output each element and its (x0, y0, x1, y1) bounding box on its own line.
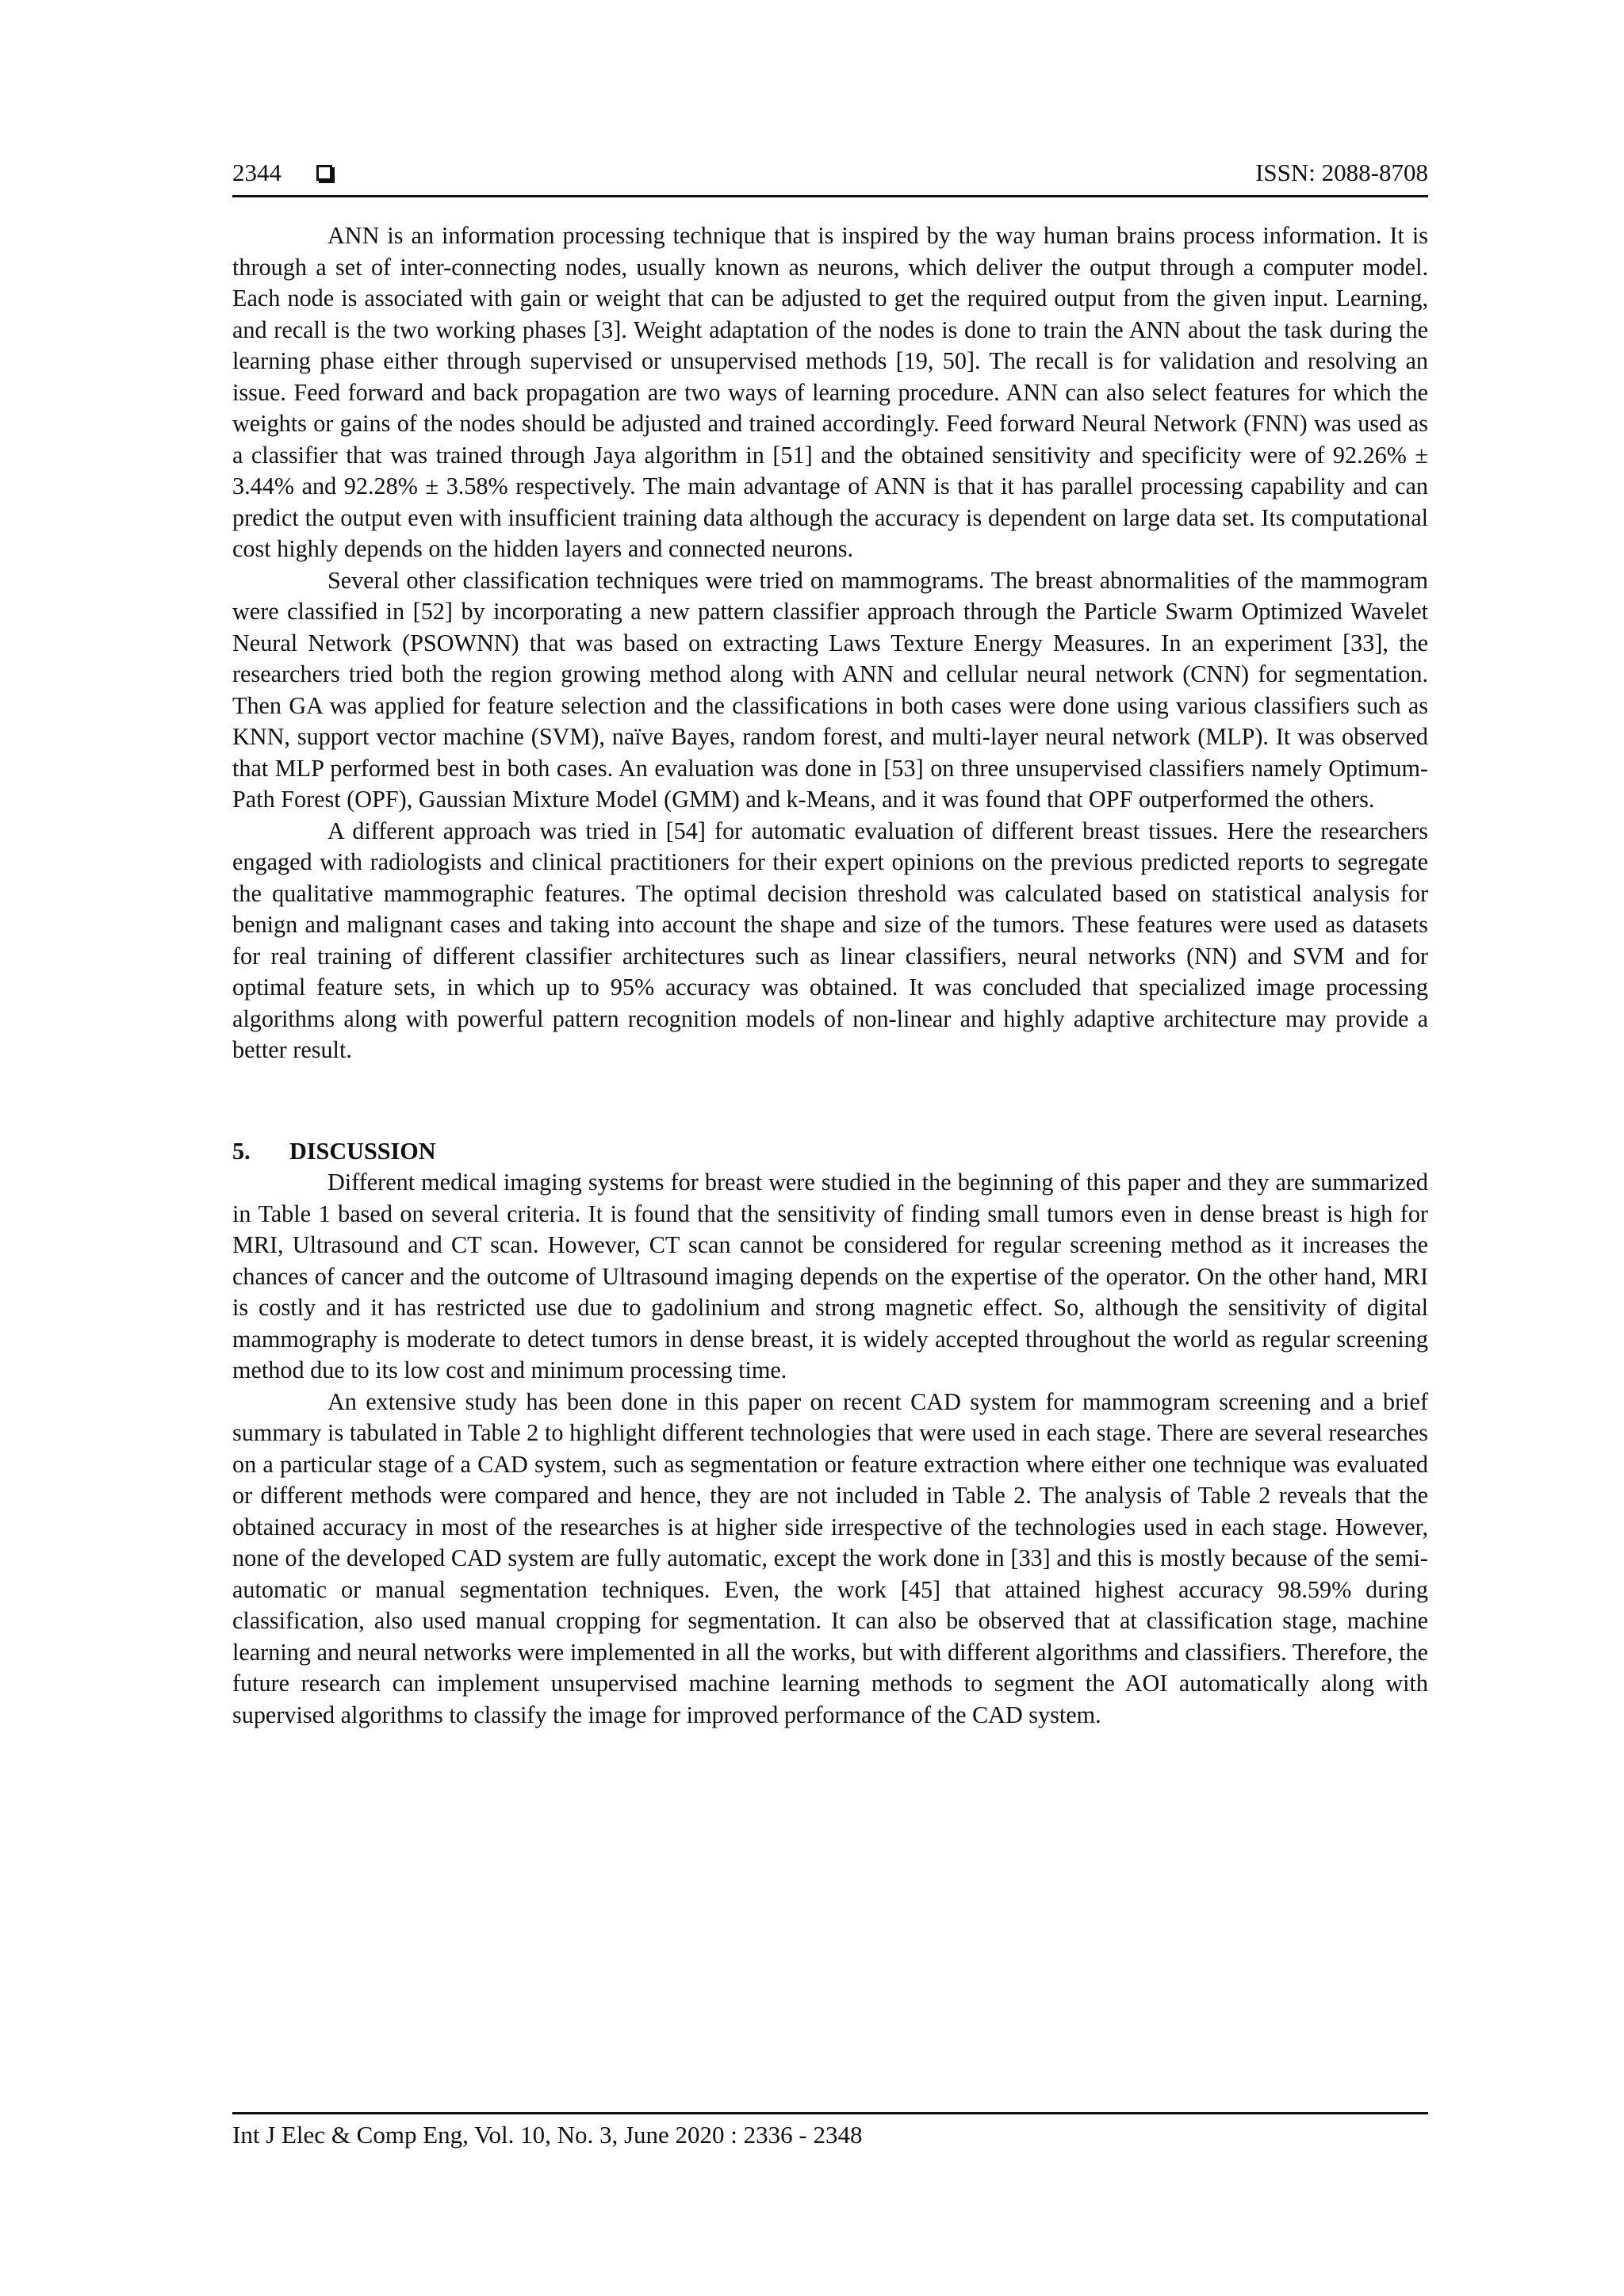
paragraph-cad-study: An extensive study has been done in this paper on recent CAD system for mammogram screening and a brief summary is tabulated in Table 2 to highlight different technologies that were used in each stage. There are several researches on a particular stage of a CAD system, such as segmentation or feature extraction where either one technique was evaluated or different methods were compared and hence, they are not included in Table 2. The analysis of Table 2 reveals that the obtained accuracy in most of the researches is at higher side irrespective of the technologies used in each stage. However, none of the developed CAD system are fully automatic, except the work done in [33] and this is mostly because of the semi-automatic or manual segmentation techniques. Even, the work [45] that attained highest accuracy 98.59% during classification, also used manual cropping for segmentation. It can also be observed that at classification stage, machine learning and neural networks were implemented in all the works, but with different algorithms and classifiers. Therefore, the future research can implement unsupervised machine learning methods to segment the AOI automatically along with supervised algorithms to classify the image for improved performance of the CAD system. (232, 1387, 1428, 1728)
page-footer (232, 2112, 1428, 2151)
paragraph-ann: ANN is an information processing technique that is inspired by the way human brains process information. It is through a set of inter-connecting nodes, usually known as neurons, which deliver the output through a computer model. Each node is associated with gain or weight that can be adjusted to get the required output from the given input. Learning, and recall is the two working phases [3]. Weight adaptation of the nodes is done to train the ANN about the task during the learning phase either through supervised or unsupervised methods [19, 50]. The recall is for validation and resolving an issue. Feed forward and back propagation are two ways of learning procedure. ANN can also select features for which the weights or gains of the nodes should be adjusted and trained accordingly. Feed forward Neural Network (FNN) was used as a classifier that was trained through Jaya algorithm in [51] and the obtained sensitivity and specificity were of 92.26% ± 3.44% and 92.28% ± 3.58% respectively. The main advantage of ANN is that it has parallel processing capability and can predict the output even with insufficient training data although the accuracy is dependent on large data set. Its computational cost highly depends on the hidden layers and connected neurons. (232, 222, 1428, 562)
issn: ISSN: 2088-8708 (1255, 159, 1428, 186)
section-heading (232, 1136, 1428, 1168)
paragraph-different-approach: A different approach was tried in [54] for automatic evaluation of different breast tissues. Here the researchers engaged with radiologists and clinical practitioners for their expert opinions on the previous predicted reports to segregate the qualitative mammographic features. The optimal decision threshold was calculated based on statistical analysis for benign and malignant cases and taking into account the shape and size of the tumors. These features were used as datasets for real training of different classifier architectures such as linear classifiers, neural networks (NN) and SVM and for optimal feature sets, in which up to 95% accuracy was obtained. It was concluded that specialized image processing algorithms along with powerful pattern recognition models of non-linear and highly adaptive architecture may provide a better result. (232, 817, 1428, 1063)
article-body (232, 220, 1428, 1731)
checkbox-icon (316, 165, 332, 181)
page-number: 2344 (232, 159, 282, 186)
section-number: 5. (232, 1137, 251, 1165)
paragraph-imaging-systems: Different medical imaging systems for breast were studied in the beginning of this paper and they are summarized in Table 1 based on several criteria. It is found that the sensitivity of finding small tumors even in dense breast is high for MRI, Ultrasound and CT scan. However, CT scan cannot be considered for regular screening method as it increases the chances of cancer and the outcome of Ultrasound imaging depends on the expertise of the operator. On the other hand, MRI is costly and it has restricted use due to gadolinium and strong magnetic effect. So, although the sensitivity of digital mammography is moderate to detect tumors in dense breast, it is widely accepted throughout the world as regular screening method due to its low cost and minimum processing time. (232, 1169, 1428, 1383)
paragraph-other-techniques: Several other classification techniques were tried on mammograms. The breast abnormalities of the mammogram were classified in [52] by incorporating a new pattern classifier approach through the Particle Swarm Optimized Wavelet Neural Network (PSOWNN) that was based on extracting Laws Texture Energy Measures. In an experiment [33], the researchers tried both the region growing method along with ANN and cellular neural network (CNN) for segmentation. Then GA was applied for feature selection and the classifications in both cases were done using various classifiers such as KNN, support vector machine (SVM), naïve Bayes, random forest, and multi-layer neural network (MLP). It was observed that MLP performed best in both cases. An evaluation was done in [53] on three unsupervised classifiers namely Optimum-Path Forest (OPF), Gaussian Mixture Model (GMM) and k-Means, and it was found that OPF outperformed the others. (232, 566, 1428, 813)
header-left (232, 155, 332, 190)
section-title: DISCUSSION (289, 1137, 436, 1165)
page-header (232, 155, 1428, 197)
journal-citation: Int J Elec & Comp Eng, Vol. 10, No. 3, June 2020 : 2336 - 2348 (232, 2121, 863, 2149)
